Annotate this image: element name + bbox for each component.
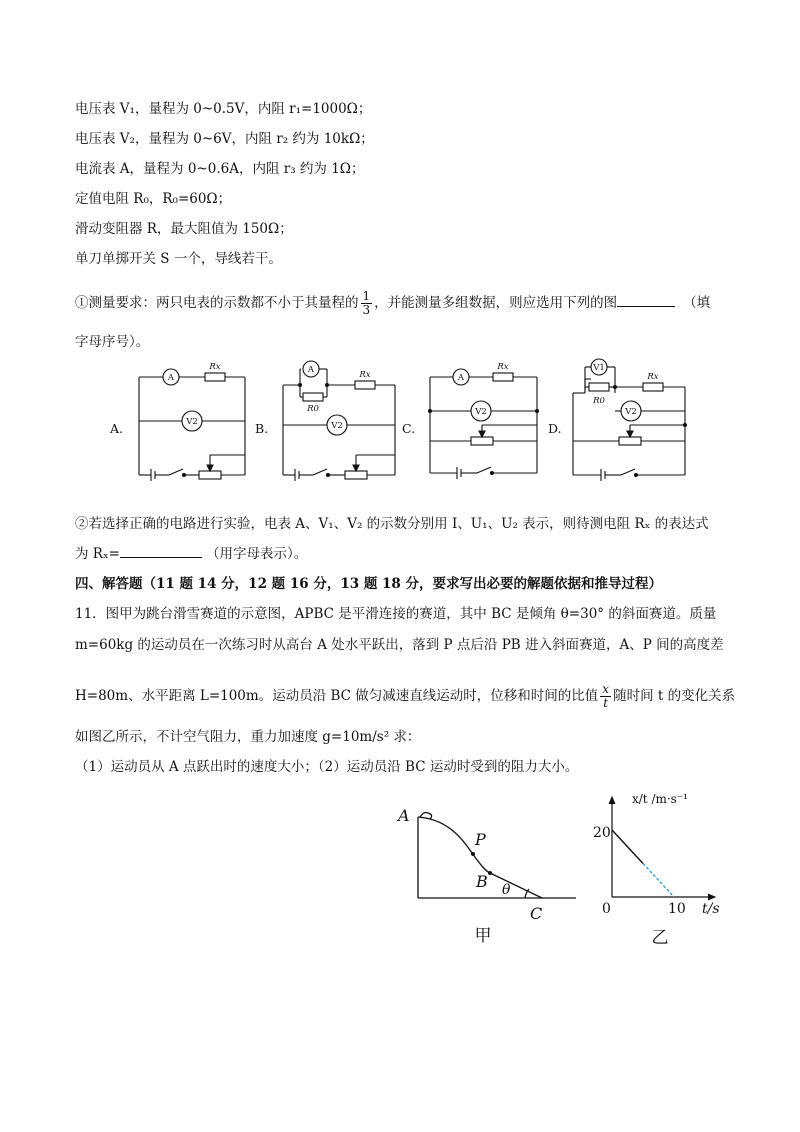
q11-line4: 如图乙所示，不计空气阻力，重力加速度 g=10m/s² 求： xyxy=(75,729,421,745)
point-b-dot xyxy=(488,871,492,875)
origin-label: 0 xyxy=(602,901,611,917)
circuit-label-b: B. xyxy=(255,421,269,436)
circuit-c xyxy=(429,369,539,479)
y-axis-label: x/t /m·s⁻¹ xyxy=(632,792,688,806)
circuit-d-r0-label: R0 xyxy=(593,396,605,406)
figure-jia xyxy=(390,795,580,955)
label-p: P xyxy=(475,830,486,849)
circuit-d-rx-label: Rx xyxy=(647,372,659,382)
equipment-ammeter: 电流表 A，量程为 0~0.6A，内阻 r₃ 约为 1Ω； xyxy=(75,161,365,177)
circuit-a-rx-label: Rx xyxy=(209,362,221,372)
circuit-label-c: C. xyxy=(402,421,416,436)
x-axis-label: t/s xyxy=(702,901,720,917)
figure-yi-chart xyxy=(590,785,730,955)
caption-jia: 甲 xyxy=(474,926,492,946)
circuit-a-ammeter-label: A xyxy=(167,373,175,383)
question-2-line2: 为 Rₓ= （用字母表示）。 xyxy=(75,546,308,562)
equipment-r0: 定值电阻 R₀，R₀=60Ω； xyxy=(75,191,232,207)
circuit-c-ammeter-label: A xyxy=(457,373,465,383)
circuit-c-v2-label: V2 xyxy=(475,407,487,417)
circuit-d-v1-label: V1 xyxy=(593,363,605,373)
circuit-label-d: D. xyxy=(548,421,562,436)
circuit-c-rx-label: Rx xyxy=(497,362,509,372)
caption-yi: 乙 xyxy=(651,928,669,948)
equipment-v2: 电压表 V₂，量程为 0~6V，内阻 r₂ 约为 10kΩ； xyxy=(75,131,374,147)
label-theta: θ xyxy=(502,882,511,898)
series-line-solid xyxy=(612,830,643,864)
circuit-label-a: A. xyxy=(110,421,124,436)
equipment-rheostat: 滑动变阻器 R，最大阻值为 150Ω； xyxy=(75,221,293,237)
circuit-b-rx-label: Rx xyxy=(359,370,371,380)
circuit-b-v2-label: V2 xyxy=(331,421,343,431)
circuit-d xyxy=(573,359,687,481)
fraction-x-over-t: $\frac{x}{t}$ xyxy=(602,682,610,710)
answer-blank-2[interactable] xyxy=(120,545,202,558)
circuit-a-v2-label: V2 xyxy=(186,417,198,427)
x-tick-label: 10 xyxy=(668,901,686,917)
q11-line5: （1）运动员从 A 点跃出时的速度大小；（2）运动员沿 BC 运动时受到的阻力大小。 xyxy=(75,759,579,775)
question-2-line1: ②若选择正确的电路进行实验，电表 A、V₁、V₂ 的示数分别用 I、U₁、U₂ 表示，则待测电阻 Rₓ 的表达式 xyxy=(75,516,709,532)
series-line-dashed xyxy=(643,864,674,898)
circuit-b-ammeter-label: A xyxy=(307,365,315,375)
section-heading: 四、解答题（11 题 14 分，12 题 16 分，13 题 18 分，要求写出必要的解题依据和推导过程） xyxy=(75,576,663,592)
q11-line3: H=80m、水平距离 L=100m。运动员沿 BC 做匀减速直线运动时，位移和时间的比值 $\frac{x}{t}$ 随时间 t 的变化关系 xyxy=(75,682,736,710)
equipment-v1: 电压表 V₁，量程为 0~0.5V，内阻 r₁=1000Ω； xyxy=(75,101,372,117)
equipment-switch: 单刀单掷开关 S 一个，导线若干。 xyxy=(75,251,282,267)
question-1-line2: 字母序号）。 xyxy=(75,334,150,350)
fraction-one-third: $\frac{1}{3}$ xyxy=(362,289,371,317)
question-1-line1: ①测量要求：两只电表的示数都不小于其量程的 $\frac{1}{3}$ ，并能测量多组数据，则应选用下列的图 （填 xyxy=(75,289,711,317)
y-tick-label: 20 xyxy=(593,825,611,841)
point-p-dot xyxy=(471,852,475,856)
circuit-diagrams xyxy=(105,355,705,490)
answer-blank-1[interactable] xyxy=(617,294,675,307)
circuit-d-v2-label: V2 xyxy=(625,407,637,417)
label-b: B xyxy=(476,872,488,891)
q11-line2: m=60kg 的运动员在一次练习时从高台 A 处水平跃出，落到 P 点后沿 PB 进入斜面赛道，A、P 间的高度差 xyxy=(75,637,724,653)
circuit-b-r0-label: R0 xyxy=(307,404,319,414)
label-a: A xyxy=(398,806,410,825)
label-c: C xyxy=(530,904,543,923)
q11-line1: 11．图甲为跳台滑雪赛道的示意图，APBC 是平滑连接的赛道，其中 BC 是倾角 θ=30° 的斜面赛道。质量 xyxy=(75,606,717,622)
